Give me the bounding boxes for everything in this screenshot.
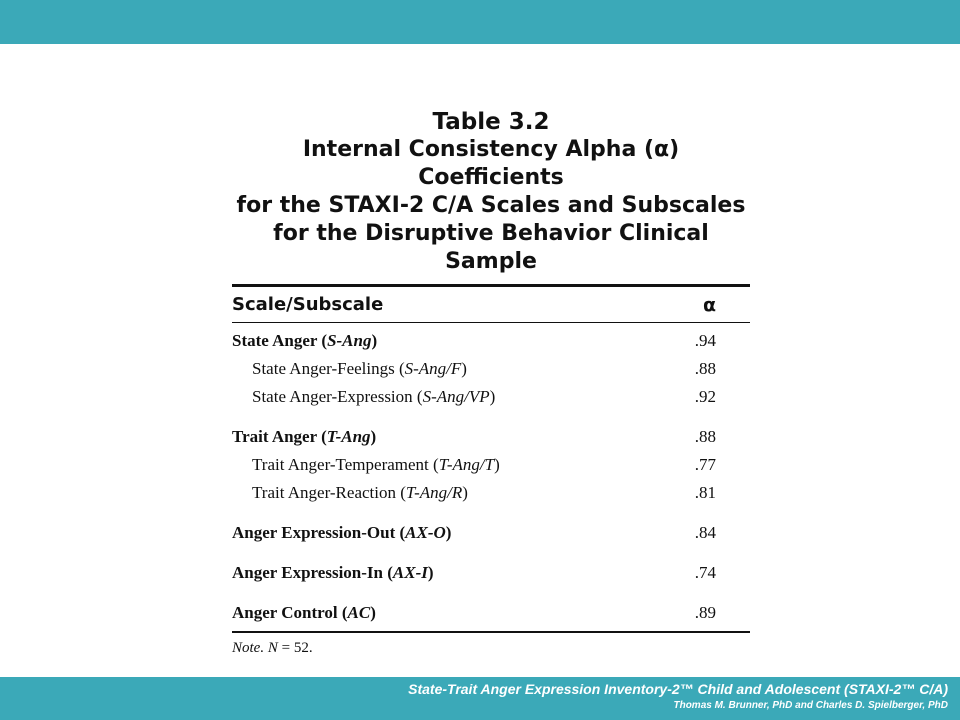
table-row <box>232 423 750 451</box>
row-gap <box>232 587 750 599</box>
bottom-rule <box>232 631 750 633</box>
table-row <box>232 451 750 479</box>
table-block <box>232 108 750 657</box>
row-value: .92 <box>694 387 716 406</box>
row-value: .77 <box>694 455 716 474</box>
footer-title: State-Trait Anger Expression Inventory-2™ Child and Adolescent (STAXI-2™ C/A) <box>408 681 948 697</box>
row-label: Anger Expression-Out (AX-O) <box>232 523 452 542</box>
table-note: Note. N = 52. <box>232 640 313 656</box>
column-header-scale: Scale/Subscale <box>232 294 384 315</box>
row-label: Anger Expression-In (AX-I) <box>232 563 434 582</box>
footer-band <box>0 677 960 720</box>
row-value: .84 <box>694 523 716 542</box>
row-label: State Anger-Feelings (S-Ang/F) <box>252 359 467 378</box>
table-row <box>232 355 750 383</box>
row-label: State Anger (S-Ang) <box>232 331 378 350</box>
table-row <box>232 327 750 355</box>
table-title-line-3: for the Disruptive Behavior Clinical Sample <box>273 221 709 274</box>
top-band <box>0 0 960 44</box>
row-gap <box>232 547 750 559</box>
row-label: Trait Anger-Temperament (T-Ang/T) <box>252 455 500 474</box>
row-value: .81 <box>694 483 716 502</box>
row-label: Anger Control (AC) <box>232 603 376 622</box>
row-value: .88 <box>694 427 716 446</box>
table-body <box>232 323 750 627</box>
row-value: .94 <box>694 331 716 350</box>
table-number: Table 3.2 <box>432 109 550 135</box>
table-row <box>232 519 750 547</box>
footer-authors: Thomas M. Brunner, PhD and Charles D. Spielberger, PhD <box>673 700 948 711</box>
table-title-line-2: for the STAXI-2 C/A Scales and Subscales <box>236 193 746 218</box>
row-gap <box>232 411 750 423</box>
column-header-row <box>232 287 750 322</box>
row-gap <box>232 507 750 519</box>
row-label: State Anger-Expression (S-Ang/VP) <box>252 387 496 406</box>
row-value: .89 <box>694 603 716 622</box>
row-label: Trait Anger-Reaction (T-Ang/R) <box>252 483 468 502</box>
table-row <box>232 479 750 507</box>
row-label: Trait Anger (T-Ang) <box>232 427 377 446</box>
column-header-alpha: α <box>702 293 716 316</box>
table-title-line-1: Internal Consistency Alpha (α) Coefficients <box>302 137 680 190</box>
row-value: .74 <box>694 563 716 582</box>
table-row <box>232 383 750 411</box>
table-heading <box>232 108 750 276</box>
table-row <box>232 559 750 587</box>
row-value: .88 <box>694 359 716 378</box>
table-row <box>232 599 750 627</box>
